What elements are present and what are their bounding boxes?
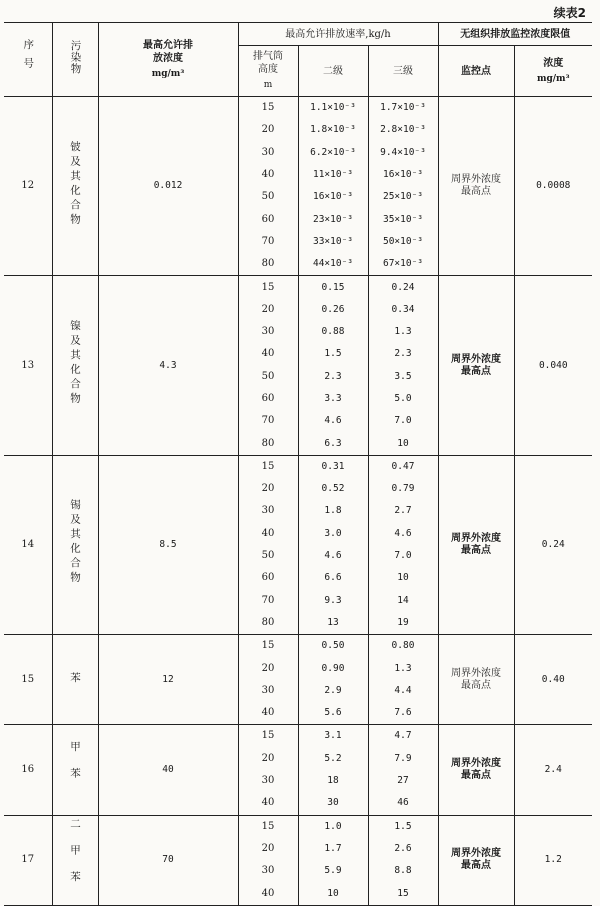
pollutant-name: 镍及其化合物 xyxy=(52,276,98,455)
grade2-rate: 1.5 xyxy=(298,343,368,365)
stack-height: 40 xyxy=(238,792,298,815)
table-row xyxy=(4,97,592,120)
grade2-rate: 0.52 xyxy=(298,478,368,500)
row-number: 15 xyxy=(4,635,52,725)
grade2-rate: 0.31 xyxy=(298,455,368,478)
grade3-rate: 10 xyxy=(368,432,438,455)
grade2-rate: 0.90 xyxy=(298,657,368,679)
pollutant-name: 苯 xyxy=(52,635,98,725)
grade3-rate: 0.47 xyxy=(368,455,438,478)
stack-height: 15 xyxy=(238,815,298,838)
max-concentration: 4.3 xyxy=(98,276,238,455)
grade2-rate: 6.2×10⁻³ xyxy=(298,142,368,164)
grade3-rate: 67×10⁻³ xyxy=(368,253,438,276)
grade3-rate: 5.0 xyxy=(368,388,438,410)
stack-height: 20 xyxy=(238,838,298,860)
grade3-rate: 0.79 xyxy=(368,478,438,500)
grade3-rate: 1.5 xyxy=(368,815,438,838)
header-concentration: 浓度 mg/m³ xyxy=(514,46,592,97)
header-rate-group: 最高允许排放速率,kg/h xyxy=(238,23,438,46)
grade2-rate: 0.26 xyxy=(298,299,368,321)
table-row xyxy=(4,455,592,478)
monitor-point: 周界外浓度最高点 xyxy=(438,97,514,276)
grade3-rate: 4.6 xyxy=(368,523,438,545)
grade3-rate: 1.3 xyxy=(368,657,438,679)
stack-height: 30 xyxy=(238,770,298,792)
grade3-rate: 0.34 xyxy=(368,299,438,321)
grade2-rate: 23×10⁻³ xyxy=(298,208,368,230)
grade2-rate: 18 xyxy=(298,770,368,792)
row-number: 17 xyxy=(4,815,52,905)
stack-height: 60 xyxy=(238,567,298,589)
grade2-rate: 16×10⁻³ xyxy=(298,186,368,208)
grade2-rate: 5.9 xyxy=(298,860,368,882)
row-number: 16 xyxy=(4,725,52,815)
monitor-point: 周界外浓度最高点 xyxy=(438,635,514,725)
emission-standard-table xyxy=(4,22,592,906)
header-grade2: 二级 xyxy=(298,46,368,97)
grade3-rate: 8.8 xyxy=(368,860,438,882)
continued-label: 续表2 xyxy=(553,6,586,20)
stack-height: 40 xyxy=(238,702,298,725)
monitor-point: 周界外浓度最高点 xyxy=(438,725,514,815)
row-number: 13 xyxy=(4,276,52,455)
grade3-rate: 10 xyxy=(368,567,438,589)
stack-height: 50 xyxy=(238,186,298,208)
header-max-conc: 最高允许排放浓度 mg/m³ xyxy=(98,23,238,97)
row-number: 12 xyxy=(4,97,52,276)
stack-height: 15 xyxy=(238,635,298,658)
header-pollutant: 污染物 xyxy=(52,23,98,97)
grade3-rate: 4.4 xyxy=(368,680,438,702)
table-row xyxy=(4,276,592,299)
stack-height: 40 xyxy=(238,523,298,545)
stack-height: 70 xyxy=(238,590,298,612)
stack-height: 20 xyxy=(238,748,298,770)
stack-height: 20 xyxy=(238,478,298,500)
pollutant-name: 二甲苯 xyxy=(52,815,98,905)
grade2-rate: 11×10⁻³ xyxy=(298,164,368,186)
grade2-rate: 1.0 xyxy=(298,815,368,838)
max-concentration: 0.012 xyxy=(98,97,238,276)
grade3-rate: 2.8×10⁻³ xyxy=(368,119,438,141)
stack-height: 40 xyxy=(238,343,298,365)
grade2-rate: 3.3 xyxy=(298,388,368,410)
grade3-rate: 3.5 xyxy=(368,366,438,388)
grade3-rate: 7.9 xyxy=(368,748,438,770)
pollutant-name: 甲苯 xyxy=(52,725,98,815)
concentration-limit: 0.40 xyxy=(514,635,592,725)
header-no: 序号 xyxy=(4,23,52,97)
concentration-limit: 0.040 xyxy=(514,276,592,455)
grade3-rate: 7.6 xyxy=(368,702,438,725)
grade3-rate: 14 xyxy=(368,590,438,612)
stack-height: 40 xyxy=(238,164,298,186)
grade2-rate: 10 xyxy=(298,882,368,905)
concentration-limit: 0.0008 xyxy=(514,97,592,276)
concentration-limit: 1.2 xyxy=(514,815,592,905)
stack-height: 20 xyxy=(238,119,298,141)
grade2-rate: 1.1×10⁻³ xyxy=(298,97,368,120)
table-row xyxy=(4,725,592,748)
stack-height: 30 xyxy=(238,860,298,882)
stack-height: 30 xyxy=(238,500,298,522)
stack-height: 50 xyxy=(238,366,298,388)
concentration-limit: 2.4 xyxy=(514,725,592,815)
grade2-rate: 0.50 xyxy=(298,635,368,658)
grade3-rate: 46 xyxy=(368,792,438,815)
grade3-rate: 0.24 xyxy=(368,276,438,299)
grade2-rate: 5.2 xyxy=(298,748,368,770)
grade3-rate: 7.0 xyxy=(368,410,438,432)
stack-height: 70 xyxy=(238,410,298,432)
grade2-rate: 2.9 xyxy=(298,680,368,702)
grade3-rate: 19 xyxy=(368,612,438,635)
stack-height: 80 xyxy=(238,432,298,455)
grade2-rate: 13 xyxy=(298,612,368,635)
row-number: 14 xyxy=(4,455,52,634)
stack-height: 40 xyxy=(238,882,298,905)
header-fugitive-group: 无组织排放监控浓度限值 xyxy=(438,23,592,46)
grade3-rate: 1.7×10⁻³ xyxy=(368,97,438,120)
stack-height: 60 xyxy=(238,388,298,410)
stack-height: 70 xyxy=(238,231,298,253)
grade2-rate: 1.8 xyxy=(298,500,368,522)
monitor-point: 周界外浓度最高点 xyxy=(438,276,514,455)
grade3-rate: 2.7 xyxy=(368,500,438,522)
stack-height: 15 xyxy=(238,455,298,478)
grade2-rate: 9.3 xyxy=(298,590,368,612)
grade3-rate: 9.4×10⁻³ xyxy=(368,142,438,164)
stack-height: 30 xyxy=(238,142,298,164)
stack-height: 60 xyxy=(238,208,298,230)
grade2-rate: 4.6 xyxy=(298,545,368,567)
grade2-rate: 30 xyxy=(298,792,368,815)
concentration-limit: 0.24 xyxy=(514,455,592,634)
stack-height: 15 xyxy=(238,97,298,120)
grade3-rate: 4.7 xyxy=(368,725,438,748)
monitor-point: 周界外浓度最高点 xyxy=(438,455,514,634)
grade2-rate: 0.88 xyxy=(298,321,368,343)
header-grade3: 三级 xyxy=(368,46,438,97)
grade2-rate: 1.8×10⁻³ xyxy=(298,119,368,141)
header-stack-height: 排气筒高度 m xyxy=(238,46,298,97)
grade3-rate: 16×10⁻³ xyxy=(368,164,438,186)
stack-height: 20 xyxy=(238,299,298,321)
grade3-rate: 27 xyxy=(368,770,438,792)
max-concentration: 12 xyxy=(98,635,238,725)
grade2-rate: 5.6 xyxy=(298,702,368,725)
grade2-rate: 0.15 xyxy=(298,276,368,299)
grade2-rate: 3.0 xyxy=(298,523,368,545)
grade3-rate: 2.3 xyxy=(368,343,438,365)
grade3-rate: 7.0 xyxy=(368,545,438,567)
grade2-rate: 6.6 xyxy=(298,567,368,589)
max-concentration: 8.5 xyxy=(98,455,238,634)
grade3-rate: 25×10⁻³ xyxy=(368,186,438,208)
stack-height: 30 xyxy=(238,680,298,702)
max-concentration: 40 xyxy=(98,725,238,815)
max-concentration: 70 xyxy=(98,815,238,905)
grade2-rate: 3.1 xyxy=(298,725,368,748)
stack-height: 80 xyxy=(238,253,298,276)
grade3-rate: 2.6 xyxy=(368,838,438,860)
grade2-rate: 6.3 xyxy=(298,432,368,455)
grade2-rate: 2.3 xyxy=(298,366,368,388)
stack-height: 20 xyxy=(238,657,298,679)
stack-height: 80 xyxy=(238,612,298,635)
pollutant-name: 铍及其化合物 xyxy=(52,97,98,276)
stack-height: 15 xyxy=(238,276,298,299)
pollutant-name: 锡及其化合物 xyxy=(52,455,98,634)
grade3-rate: 1.3 xyxy=(368,321,438,343)
grade2-rate: 44×10⁻³ xyxy=(298,253,368,276)
grade2-rate: 33×10⁻³ xyxy=(298,231,368,253)
grade3-rate: 15 xyxy=(368,882,438,905)
table-row xyxy=(4,635,592,658)
stack-height: 15 xyxy=(238,725,298,748)
table-row xyxy=(4,815,592,838)
stack-height: 50 xyxy=(238,545,298,567)
grade3-rate: 50×10⁻³ xyxy=(368,231,438,253)
grade2-rate: 4.6 xyxy=(298,410,368,432)
grade3-rate: 0.80 xyxy=(368,635,438,658)
stack-height: 30 xyxy=(238,321,298,343)
header-monitor-point: 监控点 xyxy=(438,46,514,97)
grade2-rate: 1.7 xyxy=(298,838,368,860)
grade3-rate: 35×10⁻³ xyxy=(368,208,438,230)
monitor-point: 周界外浓度最高点 xyxy=(438,815,514,905)
